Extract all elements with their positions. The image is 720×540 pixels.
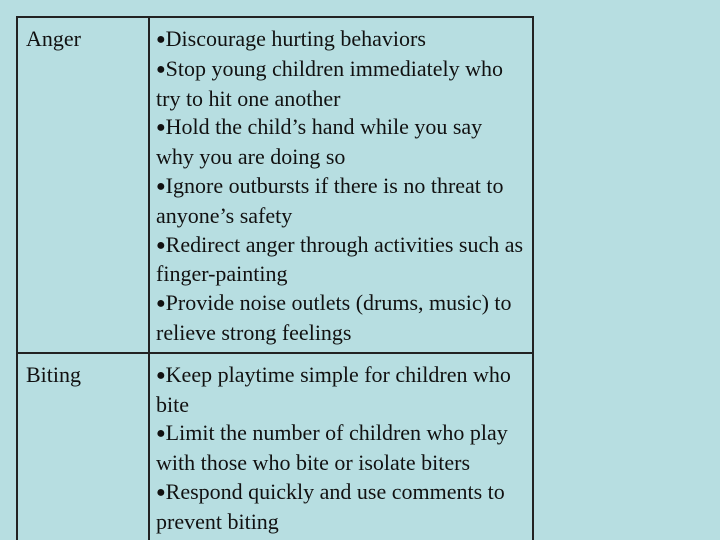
issue-cell (17, 353, 149, 540)
strategy-text: Hold the child’s hand while you say why you are doing so (156, 114, 483, 170)
strategy-text: Ignore outbursts if there is no threat to anyone’s safety (156, 172, 504, 228)
bullet-icon: ● (156, 31, 166, 48)
strategy-list (156, 25, 524, 348)
issue-cell (17, 17, 149, 353)
strategy-item (156, 113, 524, 172)
strategy-item (156, 361, 524, 420)
bullet-icon: ● (156, 425, 166, 443)
bullet-icon: ● (156, 60, 166, 78)
bullet-icon: ● (156, 483, 166, 501)
table-row-biting (17, 353, 533, 540)
bullet-icon: ● (156, 295, 166, 313)
strategy-text: Limit the number of children who play with those who bite or isolate biters (156, 420, 508, 476)
table-row-anger (17, 17, 533, 353)
strategy-item (156, 478, 524, 537)
strategy-item (156, 172, 524, 231)
strategy-item (156, 419, 524, 478)
strategies-cell (149, 353, 533, 540)
strategy-text: Redirect anger through activities such as finger-painting (156, 231, 524, 287)
bullet-icon: ● (156, 177, 166, 195)
bullet-icon: ● (156, 236, 166, 254)
strategy-item (156, 25, 524, 55)
strategy-item (156, 55, 524, 114)
bullet-icon: ● (156, 366, 166, 384)
strategy-text: Stop young children immediately who try to hit one another (156, 55, 503, 111)
issue-label: Anger (26, 26, 81, 51)
strategy-text: Provide noise outlets (drums, music) to relieve strong feelings (156, 290, 512, 345)
strategy-list (156, 361, 524, 537)
bullet-icon: ● (156, 119, 166, 137)
strategy-item (156, 289, 524, 348)
strategy-text: Discourage hurting behaviors (165, 26, 426, 51)
strategies-cell (149, 17, 533, 353)
strategy-text: Keep playtime simple for children who bite (156, 361, 511, 417)
behavior-guidance-table (16, 16, 534, 540)
issue-label: Biting (26, 361, 82, 387)
strategy-text: Respond quickly and use comments to prevent biting (156, 478, 505, 534)
strategy-item (156, 231, 524, 290)
